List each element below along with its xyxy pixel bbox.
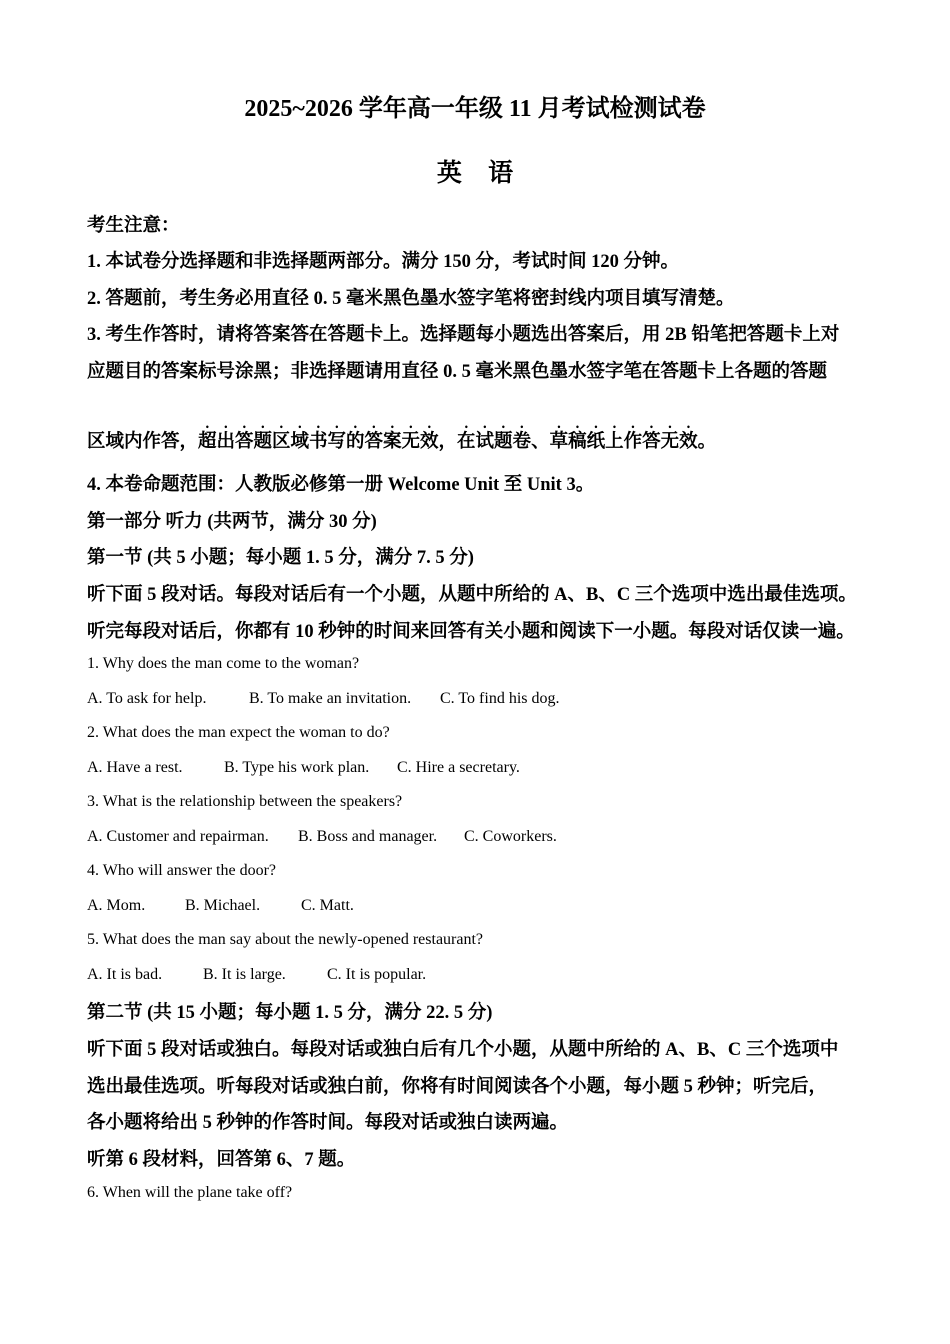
question-3-stem: 3. What is the relationship between the speakers? [87,793,403,810]
question-4-stem: 4. Who will answer the door? [87,862,276,879]
option-b: B. Type his work plan. [224,759,370,776]
notice-text: 、 [531,432,550,452]
option-c: C. To find his dog. [440,690,560,707]
question-3-options [87,828,557,846]
option-c: C. It is popular. [327,966,427,983]
option-c: C. Matt. [301,897,354,914]
emphasized-text: 超出答题区域书写的答案无效 [198,432,439,452]
question-5-stem: 5. What does the man say about the newly-opened restaurant? [87,931,484,948]
part1-heading: 第一部分 听力 (共两节，满分 30 分) [87,512,377,532]
subject-title: 英 语 [436,160,524,187]
notice-item-2: 2. 答题前，考生务必用直径 0. 5 毫米黑色墨水签字笔将密封线内项目填写清楚。 [87,289,735,309]
notice-item-3-line-2: 应题目的答案标号涂黑；非选择题请用直径 0. 5 毫米黑色墨水签字笔在答题卡上各题的答题 [87,362,828,382]
question-2-stem: 2. What does the man expect the woman to do? [87,724,390,741]
material-6-heading: 听第 6 段材料，回答第 6、7 题。 [87,1150,356,1170]
section2-instructions-line-1: 听下面 5 段对话或独白。每段对话或独白后有几个小题，从题中所给的 A、B、C 三个选项中 [87,1040,839,1060]
section2-instructions-line-3: 各小题将给出 5 秒钟的作答时间。每段对话或独白读两遍。 [87,1113,569,1133]
option-a: A. Customer and repairman. [87,828,269,845]
option-b: B. Michael. [185,897,261,914]
option-b: B. Boss and manager. [298,828,438,845]
section1-instructions-line-1: 听下面 5 段对话。每段对话后有一个小题，从题中所给的 A、B、C 三个选项中选出最佳选项。 [87,585,857,605]
section2-instructions-line-2: 选出最佳选项。听每段对话或独白前，你将有时间阅读各个小题，每小题 5 秒钟；听完后， [87,1077,828,1097]
notice-text: ， [438,432,458,452]
section1-instructions-line-2: 听完每段对话后，你都有 10 秒钟的时间来回答有关小题和阅读下一小题。每段对话仅读一遍。 [87,622,855,642]
option-c: C. Coworkers. [464,828,557,845]
option-a: A. Mom. [87,897,146,914]
notice-item-3-line-3 [87,422,716,453]
option-a: A. It is bad. [87,966,163,983]
question-1-options [87,690,559,708]
notice-heading: 考生注意： [87,216,180,236]
emphasized-text: 在试题卷 [457,432,532,452]
exam-title: 2025~2026 学年高一年级 11 月考试检测试卷 [244,96,706,122]
option-b: B. It is large. [203,966,286,983]
option-a: A. To ask for help. [87,690,207,707]
notice-item-1: 1. 本试卷分选择题和非选择题两部分。满分 150 分，考试时间 120 分钟。 [87,252,680,272]
emphasized-text: 草稿纸上作答无效 [549,432,698,452]
question-1-stem: 1. Why does the man come to the woman? [87,655,360,672]
option-b: B. To make an invitation. [249,690,412,707]
notice-item-3-line-1: 3. 考生作答时，请将答案答在答题卡上。选择题每小题选出答案后，用 2B 铅笔把答题卡上对 [87,325,840,345]
section1-heading: 第一节 (共 5 小题；每小题 1. 5 分，满分 7. 5 分) [87,548,474,568]
question-5-options [87,966,426,984]
notice-text: 。 [697,432,717,452]
notice-item-4: 4. 本卷命题范围：人教版必修第一册 Welcome Unit 至 Unit 3。 [87,475,595,495]
question-4-options [87,897,354,915]
question-2-options [87,759,520,777]
notice-text: 区域内作答， [87,432,199,452]
question-6-stem: 6. When will the plane take off? [87,1184,293,1201]
option-a: A. Have a rest. [87,759,183,776]
option-c: C. Hire a secretary. [397,759,520,776]
section2-heading: 第二节 (共 15 小题；每小题 1. 5 分，满分 22. 5 分) [87,1003,493,1023]
